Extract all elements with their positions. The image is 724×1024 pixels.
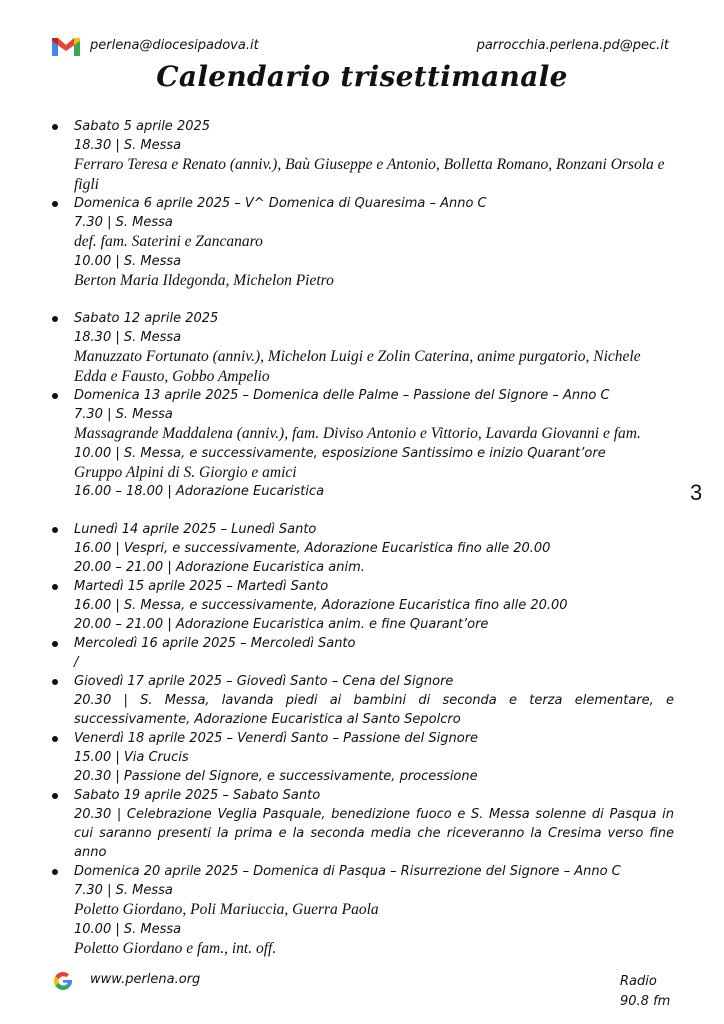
calendar-entry bbox=[52, 194, 674, 290]
entry-date: Domenica 20 aprile 2025 – Domenica di Pasqua – Risurrezione del Signore – Anno C bbox=[74, 864, 621, 879]
bullet-icon bbox=[52, 527, 58, 533]
schedule-text: 10.00 | S. Messa bbox=[74, 253, 182, 269]
intention-text: Manuzzato Fortunato (anniv.), Michelon Luigi e Zolin Caterina, anime purgatorio, Nichele Edda e Fausto, Gobbo Ampelio bbox=[74, 348, 641, 385]
intention-text: Poletto Giordano e fam., int. off. bbox=[74, 939, 277, 957]
section-spacer bbox=[52, 501, 674, 520]
bullet-icon bbox=[52, 393, 58, 399]
bullet-icon bbox=[52, 641, 58, 647]
calendar-entry bbox=[52, 672, 674, 729]
intention-text: Poletto Giordano, Poli Mariuccia, Guerra Paola bbox=[74, 901, 379, 918]
calendar-entry bbox=[52, 786, 674, 862]
schedule-text: 10.00 | S. Messa, e successivamente, esposizione Santissimo e inizio Quarant’ore bbox=[74, 445, 606, 461]
bullet-icon bbox=[52, 736, 58, 742]
calendar-entry bbox=[52, 386, 674, 501]
schedule-text: 15.00 | Via Crucis bbox=[74, 750, 189, 765]
bullet-icon bbox=[52, 201, 58, 207]
schedule-text: 7.30 | S. Messa bbox=[74, 883, 173, 898]
schedule-text: 20.30 | Passione del Signore, e successivamente, processione bbox=[74, 769, 478, 784]
page-header bbox=[0, 30, 724, 62]
intention-text: def. fam. Saterini e Zancanaro bbox=[74, 233, 263, 250]
radio-frequency: 90.8 fm bbox=[620, 994, 671, 1009]
schedule-text: 20.30 | S. Messa, lavanda piedi ai bambini di seconda e terza elementare, e successivamente, Adorazione Eucaristica al Santo Sepolcro bbox=[74, 693, 674, 727]
page-footer bbox=[0, 968, 724, 1018]
calendar-list bbox=[52, 117, 674, 958]
calendar-entry bbox=[52, 309, 674, 386]
entry-date: Sabato 5 aprile 2025 bbox=[74, 119, 211, 134]
calendar-entry bbox=[52, 634, 674, 672]
schedule-text: 16.00 – 18.00 | Adorazione Eucaristica bbox=[74, 484, 325, 499]
gmail-icon bbox=[52, 36, 80, 56]
schedule-text: 20.30 | Celebrazione Veglia Pasquale, benedizione fuoco e S. Messa solenne di Pasqua in cui saranno presenti la prima e la seconda media che riceveranno la Cresima verso fine anno bbox=[74, 807, 674, 860]
pec-email-link[interactable]: parrocchia.perlena.pd@pec.it bbox=[476, 38, 669, 53]
schedule-text: 10.00 | S. Messa bbox=[74, 921, 182, 937]
calendar-entry bbox=[52, 520, 674, 577]
intention-text: Gruppo Alpini di S. Giorgio e amici bbox=[74, 463, 297, 481]
intention-text: Massagrande Maddalena (anniv.), fam. Diviso Antonio e Vittorio, Lavarda Giovanni e fam. bbox=[74, 425, 641, 442]
calendar-entry bbox=[52, 117, 674, 194]
schedule-text: 20.00 – 21.00 | Adorazione Eucaristica anim. bbox=[74, 560, 365, 575]
schedule-text: 18.30 | S. Messa bbox=[74, 138, 182, 153]
intention-text: Berton Maria Ildegonda, Michelon Pietro bbox=[74, 271, 334, 289]
entry-date: Sabato 12 aprile 2025 bbox=[74, 311, 219, 326]
bullet-icon bbox=[52, 679, 58, 685]
entry-date: Martedì 15 aprile 2025 – Martedì Santo bbox=[74, 579, 329, 594]
intention-text: Ferraro Teresa e Renato (anniv.), Baù Giuseppe e Antonio, Bolletta Romano, Ronzani Orsola e figli bbox=[74, 156, 665, 193]
bullet-icon bbox=[52, 584, 58, 590]
bullet-icon bbox=[52, 124, 58, 130]
bullet-icon bbox=[52, 316, 58, 322]
schedule-text: 18.30 | S. Messa bbox=[74, 330, 182, 345]
entry-date: Mercoledì 16 aprile 2025 – Mercoledì Santo bbox=[74, 636, 356, 651]
calendar-entry bbox=[52, 729, 674, 786]
radio-info bbox=[620, 972, 670, 1012]
schedule-text: 16.00 | S. Messa, e successivamente, Adorazione Eucaristica fino alle 20.00 bbox=[74, 598, 568, 613]
website-link[interactable]: www.perlena.org bbox=[90, 972, 201, 987]
email-link[interactable]: perlena@diocesipadova.it bbox=[90, 38, 259, 53]
entry-date: Sabato 19 aprile 2025 – Sabato Santo bbox=[74, 788, 321, 803]
entry-date: Venerdì 18 aprile 2025 – Venerdì Santo – Passione del Signore bbox=[74, 731, 479, 746]
entry-date: Giovedì 17 aprile 2025 – Giovedì Santo – Cena del Signore bbox=[74, 674, 454, 689]
entry-date: Domenica 6 aprile 2025 – V^ Domenica di Quaresima – Anno C bbox=[74, 196, 487, 211]
google-icon bbox=[52, 970, 74, 992]
entry-date: Lunedì 14 aprile 2025 – Lunedì Santo bbox=[74, 522, 317, 537]
schedule-text: 20.00 – 21.00 | Adorazione Eucaristica anim. e fine Quarant’ore bbox=[74, 617, 489, 632]
section-spacer bbox=[52, 290, 674, 309]
page-title: Calendario trisettimanale bbox=[156, 60, 568, 93]
calendar-entry bbox=[52, 577, 674, 634]
radio-label: Radio bbox=[620, 974, 657, 989]
entry-date: Domenica 13 aprile 2025 – Domenica delle Palme – Passione del Signore – Anno C bbox=[74, 388, 610, 403]
schedule-text: 16.00 | Vespri, e successivamente, Adorazione Eucaristica fino alle 20.00 bbox=[74, 541, 551, 556]
schedule-text: 7.30 | S. Messa bbox=[74, 215, 173, 230]
schedule-text: 7.30 | S. Messa bbox=[74, 407, 173, 422]
bullet-icon bbox=[52, 869, 58, 875]
page-number: 3 bbox=[690, 480, 703, 505]
bullet-icon bbox=[52, 793, 58, 799]
calendar-entry bbox=[52, 862, 674, 958]
schedule-text: / bbox=[74, 655, 79, 670]
